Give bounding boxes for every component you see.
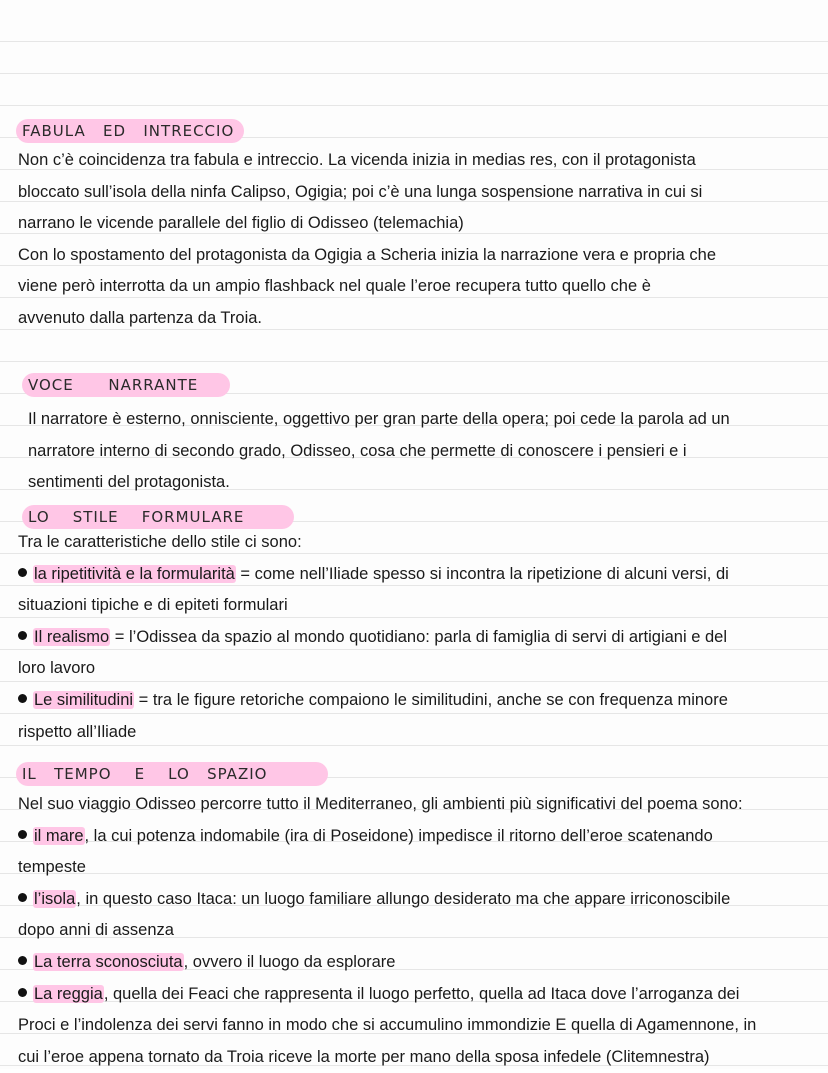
- bullet-continuation: situazioni tipiche e di epiteti formulari: [18, 596, 288, 615]
- text-line: Non c’è coincidenza tra fabula e intreccio. La vicenda inizia in medias res, con il protagonista: [18, 151, 696, 169]
- bullet-item: [18, 685, 818, 717]
- bullet-item: [18, 947, 818, 979]
- bullet-icon: [18, 830, 27, 839]
- intro-line: Nel suo viaggio Odisseo percorre tutto il Mediterraneo, gli ambienti più significativi del poema sono:: [18, 795, 743, 813]
- section-heading-voce-narrante: VOCE NARRANTE: [22, 373, 230, 397]
- bullet-continuation: loro lavoro: [18, 659, 96, 678]
- bullet-continuation: Proci e l’indolenza dei servi fanno in modo che si accumulino immondizie E quella di Agamennone, in: [18, 1016, 757, 1035]
- bullet-text: = l’Odissea da spazio al mondo quotidiano: parla di famiglia di servi di artigiani e del: [110, 627, 727, 646]
- bullet-text: , ovvero il luogo da esplorare: [183, 952, 396, 971]
- highlighted-term: la ripetitività e la formularità: [34, 564, 235, 583]
- bullet-continuation: rispetto all’Iliade: [18, 722, 137, 741]
- bullet-continuation: tempeste: [18, 858, 86, 877]
- bullet-text: , quella dei Feaci che rappresenta il luogo perfetto, quella ad Itaca dove l’arroganza dei: [103, 984, 740, 1003]
- text-line: avvenuto dalla partenza da Troia.: [18, 308, 262, 327]
- highlighted-term: il mare: [34, 826, 84, 845]
- section-heading-stile-formulare: LO STILE FORMULARE: [22, 505, 294, 529]
- section-body-fabula: [18, 145, 818, 335]
- bullet-icon: [18, 631, 27, 640]
- text-line: narrano le vicende parallele del figlio di Odisseo (telemachia): [18, 214, 464, 233]
- section-body-stile-formulare: [18, 527, 818, 748]
- bullet-item: [18, 559, 818, 591]
- highlighted-term: La reggia: [34, 984, 103, 1003]
- highlighted-term: Le similitudini: [34, 690, 134, 709]
- section-heading-fabula: FABULA ED INTRECCIO: [16, 119, 244, 143]
- bullet-item: [18, 979, 818, 1011]
- intro-line: Tra le caratteristiche dello stile ci sono:: [18, 533, 302, 551]
- highlighted-term: l’isola: [34, 889, 76, 908]
- bullet-text: = tra le figure retoriche compaiono le similitudini, anche se con frequenza minore: [134, 690, 728, 709]
- text-line: sentimenti del protagonista.: [28, 473, 230, 492]
- bullet-text: , la cui potenza indomabile (ira di Poseidone) impedisce il ritorno dell’eroe scatenando: [84, 826, 713, 845]
- bullet-text: = come nell’Iliade spesso si incontra la ripetizione di alcuni versi, di: [235, 564, 729, 583]
- section-body-tempo-spazio: [18, 789, 818, 1073]
- bullet-continuation: dopo anni di assenza: [18, 921, 174, 940]
- section-body-voce-narrante: [28, 404, 818, 499]
- text-line: Con lo spostamento del protagonista da Ogigia a Scheria inizia la narrazione vera e propria che: [18, 245, 716, 264]
- text-line: viene però interrotta da un ampio flashback nel quale l’eroe recupera tutto quello che è: [18, 277, 651, 296]
- bullet-icon: [18, 988, 27, 997]
- bullet-icon: [18, 956, 27, 965]
- section-heading-tempo-spazio: IL TEMPO E LO SPAZIO: [16, 762, 328, 786]
- bullet-item: [18, 821, 818, 853]
- text-line: Il narratore è esterno, onnisciente, oggettivo per gran parte della opera; poi cede la parola ad un: [28, 410, 730, 428]
- highlighted-term: Il realismo: [34, 627, 110, 646]
- bullet-continuation: cui l’eroe appena tornato da Troia riceve la morte per mano della sposa infedele (Clitemnestra): [18, 1047, 710, 1066]
- bullet-text: , in questo caso Itaca: un luogo familiare allungo desiderato ma che appare irriconoscibile: [76, 889, 731, 908]
- bullet-icon: [18, 568, 27, 577]
- text-line: bloccato sull’isola della ninfa Calipso, Ogigia; poi c’è una lunga sospensione narrativa in cui si: [18, 182, 703, 201]
- bullet-item: [18, 622, 818, 654]
- bullet-item: [18, 884, 818, 916]
- bullet-icon: [18, 694, 27, 703]
- bullet-icon: [18, 893, 27, 902]
- text-line: narratore interno di secondo grado, Odisseo, cosa che permette di conoscere i pensieri e i: [28, 441, 687, 460]
- highlighted-term: La terra sconosciuta: [34, 952, 183, 971]
